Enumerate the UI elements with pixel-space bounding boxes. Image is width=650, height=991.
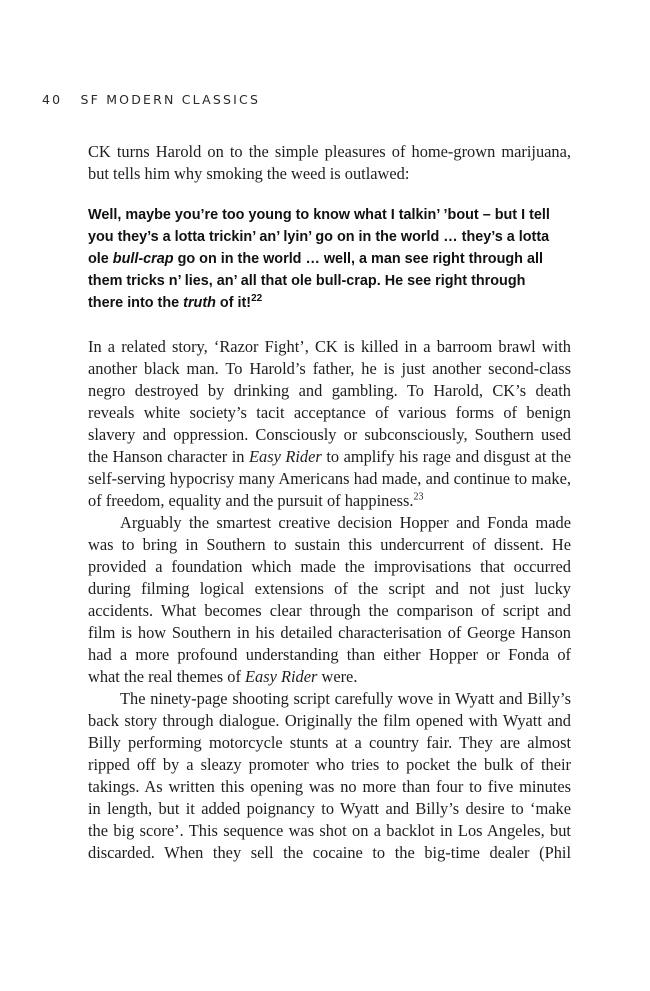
text-line: Billy performing motorcycle stunts at a country fair. They are almost <box>88 733 571 752</box>
film-title: Easy Rider <box>248 447 322 466</box>
text-line: back story through dialogue. Originally the film opened with Wyatt and <box>88 711 571 730</box>
text-line: self-serving hypocrisy many Americans had made, and continue to make, <box>88 469 571 488</box>
text-line: The ninety-page shooting script carefully wove in Wyatt and Billy’s <box>120 689 571 708</box>
text-line: In a related story, ‘Razor Fight’, CK is killed in a barroom brawl with <box>88 337 571 356</box>
body-paragraph-2 <box>88 512 571 688</box>
text-line: Arguably the smartest creative decision Hopper and Fonda made <box>120 513 571 532</box>
text-line: was to bring in Southern to sustain this undercurrent of dissent. He <box>88 535 571 554</box>
quote-line: Well, maybe you’re too young to know what I talkin’ ’bout – but I tell <box>88 207 550 223</box>
text-line: reveals white society’s tacit acceptance of various forms of benign <box>88 403 571 422</box>
intro-paragraph <box>88 141 571 185</box>
film-title: Easy Rider <box>245 667 318 686</box>
text-line: ripped off by a sleazy promoter who tries to pocket the bulk of their <box>88 755 571 774</box>
running-title: SF MODERN CLASSICS <box>80 92 261 107</box>
text-line: another black man. To Harold’s father, he is just another second-class <box>88 359 571 378</box>
text-line: had a more profound understanding than either Hopper or Fonda of <box>88 645 571 664</box>
body-paragraph-1 <box>88 336 571 512</box>
text-line: negro destroyed by drinking and gambling. To Harold, CK’s death <box>88 381 571 400</box>
text-line: the big score’. This sequence was shot on a backlot in Los Angeles, but <box>88 821 571 840</box>
page-number: 40 <box>42 92 63 107</box>
emphasis: truth <box>183 295 216 311</box>
quote-line: them tricks n’ lies, an’ all that ole bull-crap. He see right through <box>88 273 526 289</box>
footnote-ref: 23 <box>413 491 424 503</box>
text-line: but tells him why smoking the weed is outlawed: <box>88 164 410 183</box>
text-line: accidents. What becomes clear through the comparison of script and <box>88 601 571 620</box>
quote-line: ole bull-crap go on in the world … well, a man see right through all <box>88 251 543 267</box>
quote-line: there into the truth of it!$^{22}$ <box>88 293 263 311</box>
text-line: film is how Southern in his detailed characterisation of George Hanson <box>88 623 571 642</box>
text-line: during filming logical extensions of the script and not just lucky <box>88 579 571 598</box>
footnote-ref: 22 <box>251 293 263 305</box>
block-quote <box>88 204 568 314</box>
text-line: provided a foundation which made the improvisations that occurred <box>88 557 571 576</box>
text-line: the Hanson character in Easy Rider to amplify his rage and disgust at the <box>88 447 572 466</box>
text-line: slavery and oppression. Consciously or subconsciously, Southern used <box>88 425 571 444</box>
body-paragraph-3 <box>88 688 571 864</box>
text-line: CK turns Harold on to the simple pleasures of home-grown marijuana, <box>88 142 571 161</box>
quote-line: you they’s a lotta trickin’ an’ lyin’ go on in the world … they’s a lotta <box>88 229 550 245</box>
text-line: of freedom, equality and the pursuit of happiness.$^{23}$ <box>88 491 424 510</box>
emphasis: bull-crap <box>112 251 174 267</box>
running-header <box>42 92 260 107</box>
text-line: what the real themes of Easy Rider were. <box>88 667 358 686</box>
text-line: in length, but it added poignancy to Wyatt and Billy’s desire to ‘make <box>88 799 571 818</box>
text-line: discarded. When they sell the cocaine to the big-time dealer (Phil <box>88 843 571 862</box>
text-line: takings. As written this opening was no more than four to five minutes <box>88 777 571 796</box>
